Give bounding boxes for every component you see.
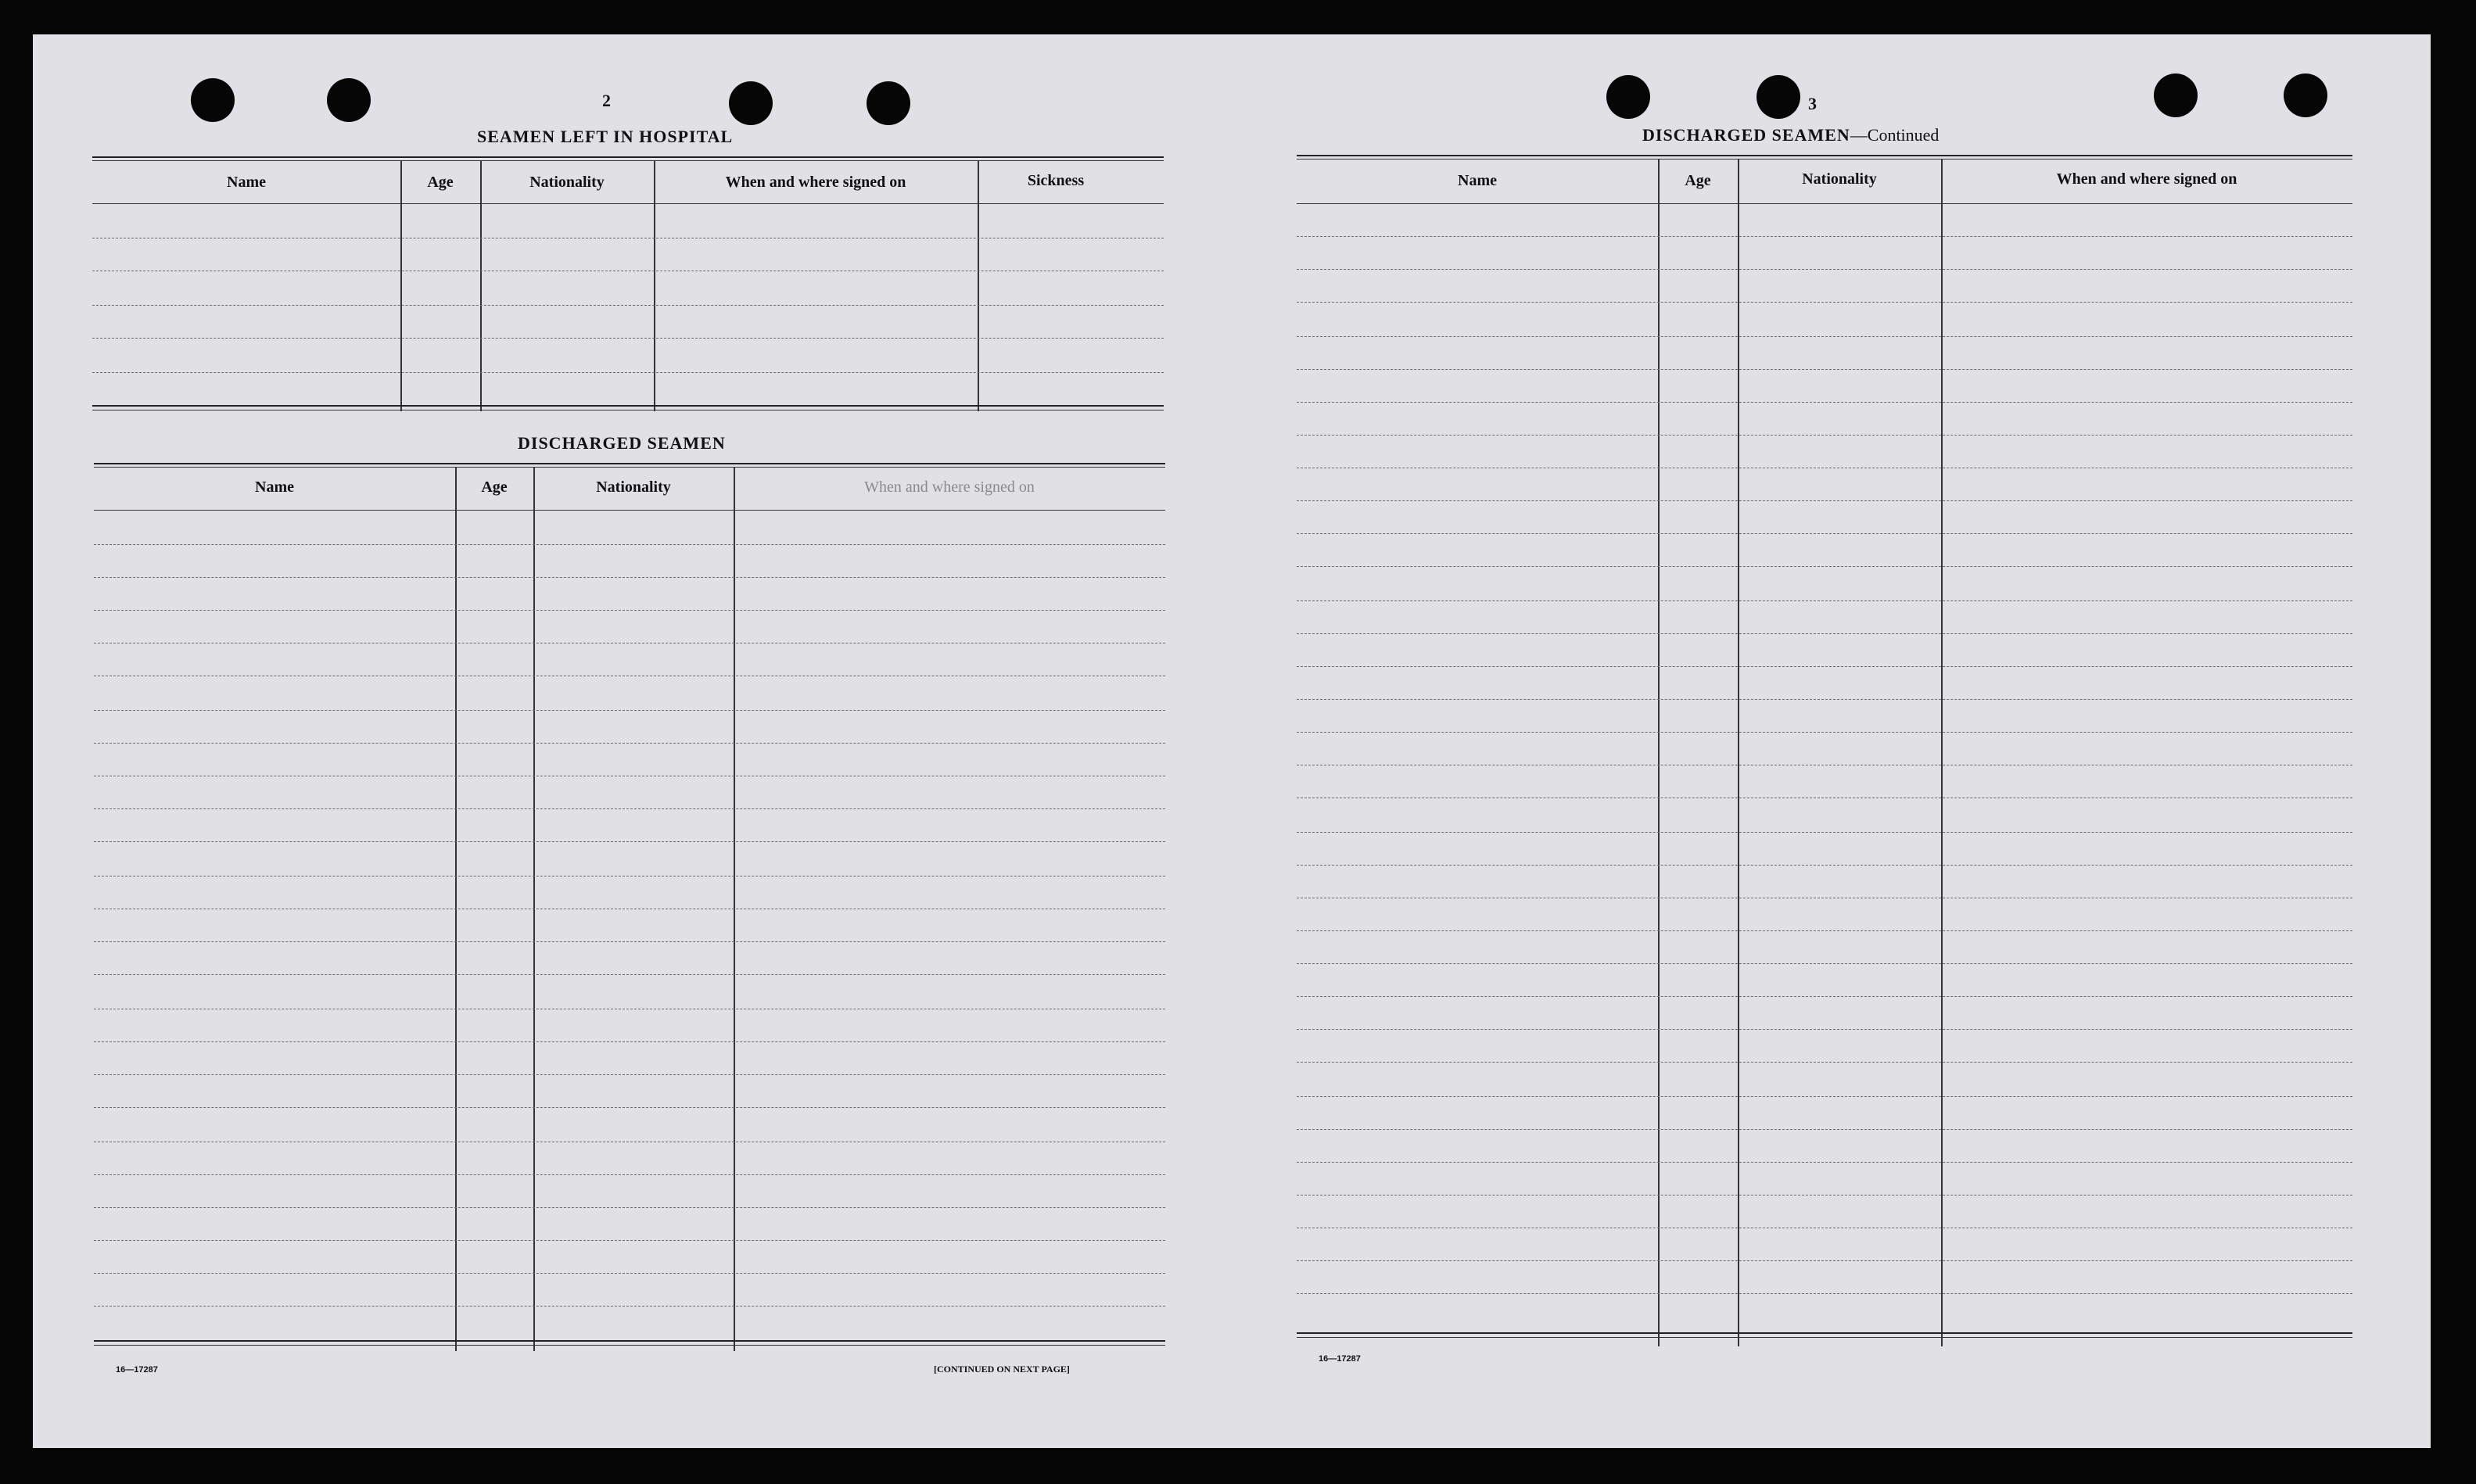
- form-row-line: [1297, 435, 2352, 436]
- form-row-line: [1297, 865, 2352, 866]
- form-row-line: [1297, 1162, 2352, 1163]
- form-row-line: [1297, 369, 2352, 370]
- form-row-line: [1297, 1293, 2352, 1294]
- column-header-when-where: When and where signed on: [725, 174, 906, 191]
- form-row-line: [94, 1240, 1165, 1241]
- form-row-line: [1297, 236, 2352, 237]
- column-header-when-where: When and where signed on: [864, 479, 1035, 496]
- form-row-line: [94, 1107, 1165, 1108]
- form-row-line: [92, 338, 1164, 339]
- form-row-line: [1297, 533, 2352, 534]
- form-row-line: [1297, 1029, 2352, 1030]
- form-row-line: [1297, 600, 2352, 601]
- punch-hole: [1606, 75, 1650, 119]
- column-header-name: Name: [1458, 172, 1497, 189]
- form-number-left: 16—17287: [116, 1365, 158, 1375]
- form-row-line: [1297, 666, 2352, 667]
- punch-hole: [867, 81, 910, 125]
- punch-hole: [191, 78, 235, 122]
- hospital-table: [92, 156, 1164, 453]
- form-row-line: [94, 974, 1165, 975]
- column-header-name: Name: [255, 479, 294, 496]
- form-row-line: [94, 1041, 1165, 1042]
- column-header-when-where: When and where signed on: [2056, 170, 2237, 188]
- form-row-line: [1297, 336, 2352, 337]
- form-row-line: [94, 1074, 1165, 1075]
- form-row-line: [94, 1306, 1165, 1307]
- form-row-line: [94, 841, 1165, 842]
- form-row-line: [1297, 699, 2352, 700]
- column-header-age: Age: [427, 174, 454, 191]
- form-row-line: [1297, 1062, 2352, 1063]
- form-row-line: [94, 941, 1165, 942]
- form-row-line: [94, 577, 1165, 578]
- column-header-age: Age: [1685, 172, 1711, 189]
- punch-hole: [2154, 73, 2198, 117]
- form-row-line: [1297, 566, 2352, 567]
- punch-hole: [2284, 73, 2327, 117]
- column-header-name: Name: [227, 174, 266, 191]
- form-row-line: [1297, 832, 2352, 833]
- form-row-line: [1297, 1096, 2352, 1097]
- column-header-age: Age: [481, 479, 508, 496]
- form-row-line: [1297, 633, 2352, 634]
- form-row-line: [1297, 963, 2352, 964]
- form-row-line: [92, 305, 1164, 306]
- form-row-line: [1297, 1129, 2352, 1130]
- punch-hole: [1757, 75, 1800, 119]
- form-row-line: [1297, 269, 2352, 270]
- discharged-continued-title: [1642, 125, 1939, 145]
- title-main: DISCHARGED SEAMEN: [1642, 125, 1850, 145]
- page-number-right: 3: [1808, 94, 1817, 113]
- form-row-line: [94, 544, 1165, 545]
- form-row-line: [1297, 500, 2352, 501]
- discharged-table-left: [94, 463, 1165, 1401]
- discharged-section-title: DISCHARGED SEAMEN: [518, 433, 726, 453]
- form-row-line: [94, 1273, 1165, 1274]
- punch-hole: [327, 78, 371, 122]
- hospital-section-title: SEAMEN LEFT IN HOSPITAL: [477, 127, 734, 146]
- discharged-table-right: [1297, 155, 2352, 1390]
- form-row-line: [94, 1207, 1165, 1208]
- form-row-line: [1297, 1260, 2352, 1261]
- column-header-nationality: Nationality: [529, 174, 605, 191]
- form-row-line: [94, 710, 1165, 711]
- form-row-line: [1297, 996, 2352, 997]
- column-header-nationality: Nationality: [596, 479, 671, 496]
- form-number-right: 16—17287: [1319, 1354, 1361, 1364]
- title-suffix: —Continued: [1850, 125, 1940, 145]
- continued-note: [CONTINUED ON NEXT PAGE]: [934, 1364, 1070, 1375]
- form-row-line: [1297, 930, 2352, 931]
- form-row-line: [1297, 402, 2352, 403]
- column-header-sickness: Sickness: [1027, 172, 1085, 189]
- form-row-line: [94, 610, 1165, 611]
- form-row-line: [1297, 732, 2352, 733]
- form-row-line: [94, 808, 1165, 809]
- form-row-line: [1297, 302, 2352, 303]
- punch-hole: [729, 81, 773, 125]
- ledger-sheet: [33, 34, 2431, 1448]
- column-header-nationality: Nationality: [1802, 170, 1877, 188]
- form-row-line: [94, 1174, 1165, 1175]
- page-number-left: 2: [602, 91, 611, 110]
- form-row-line: [94, 743, 1165, 744]
- form-row-line: [92, 372, 1164, 373]
